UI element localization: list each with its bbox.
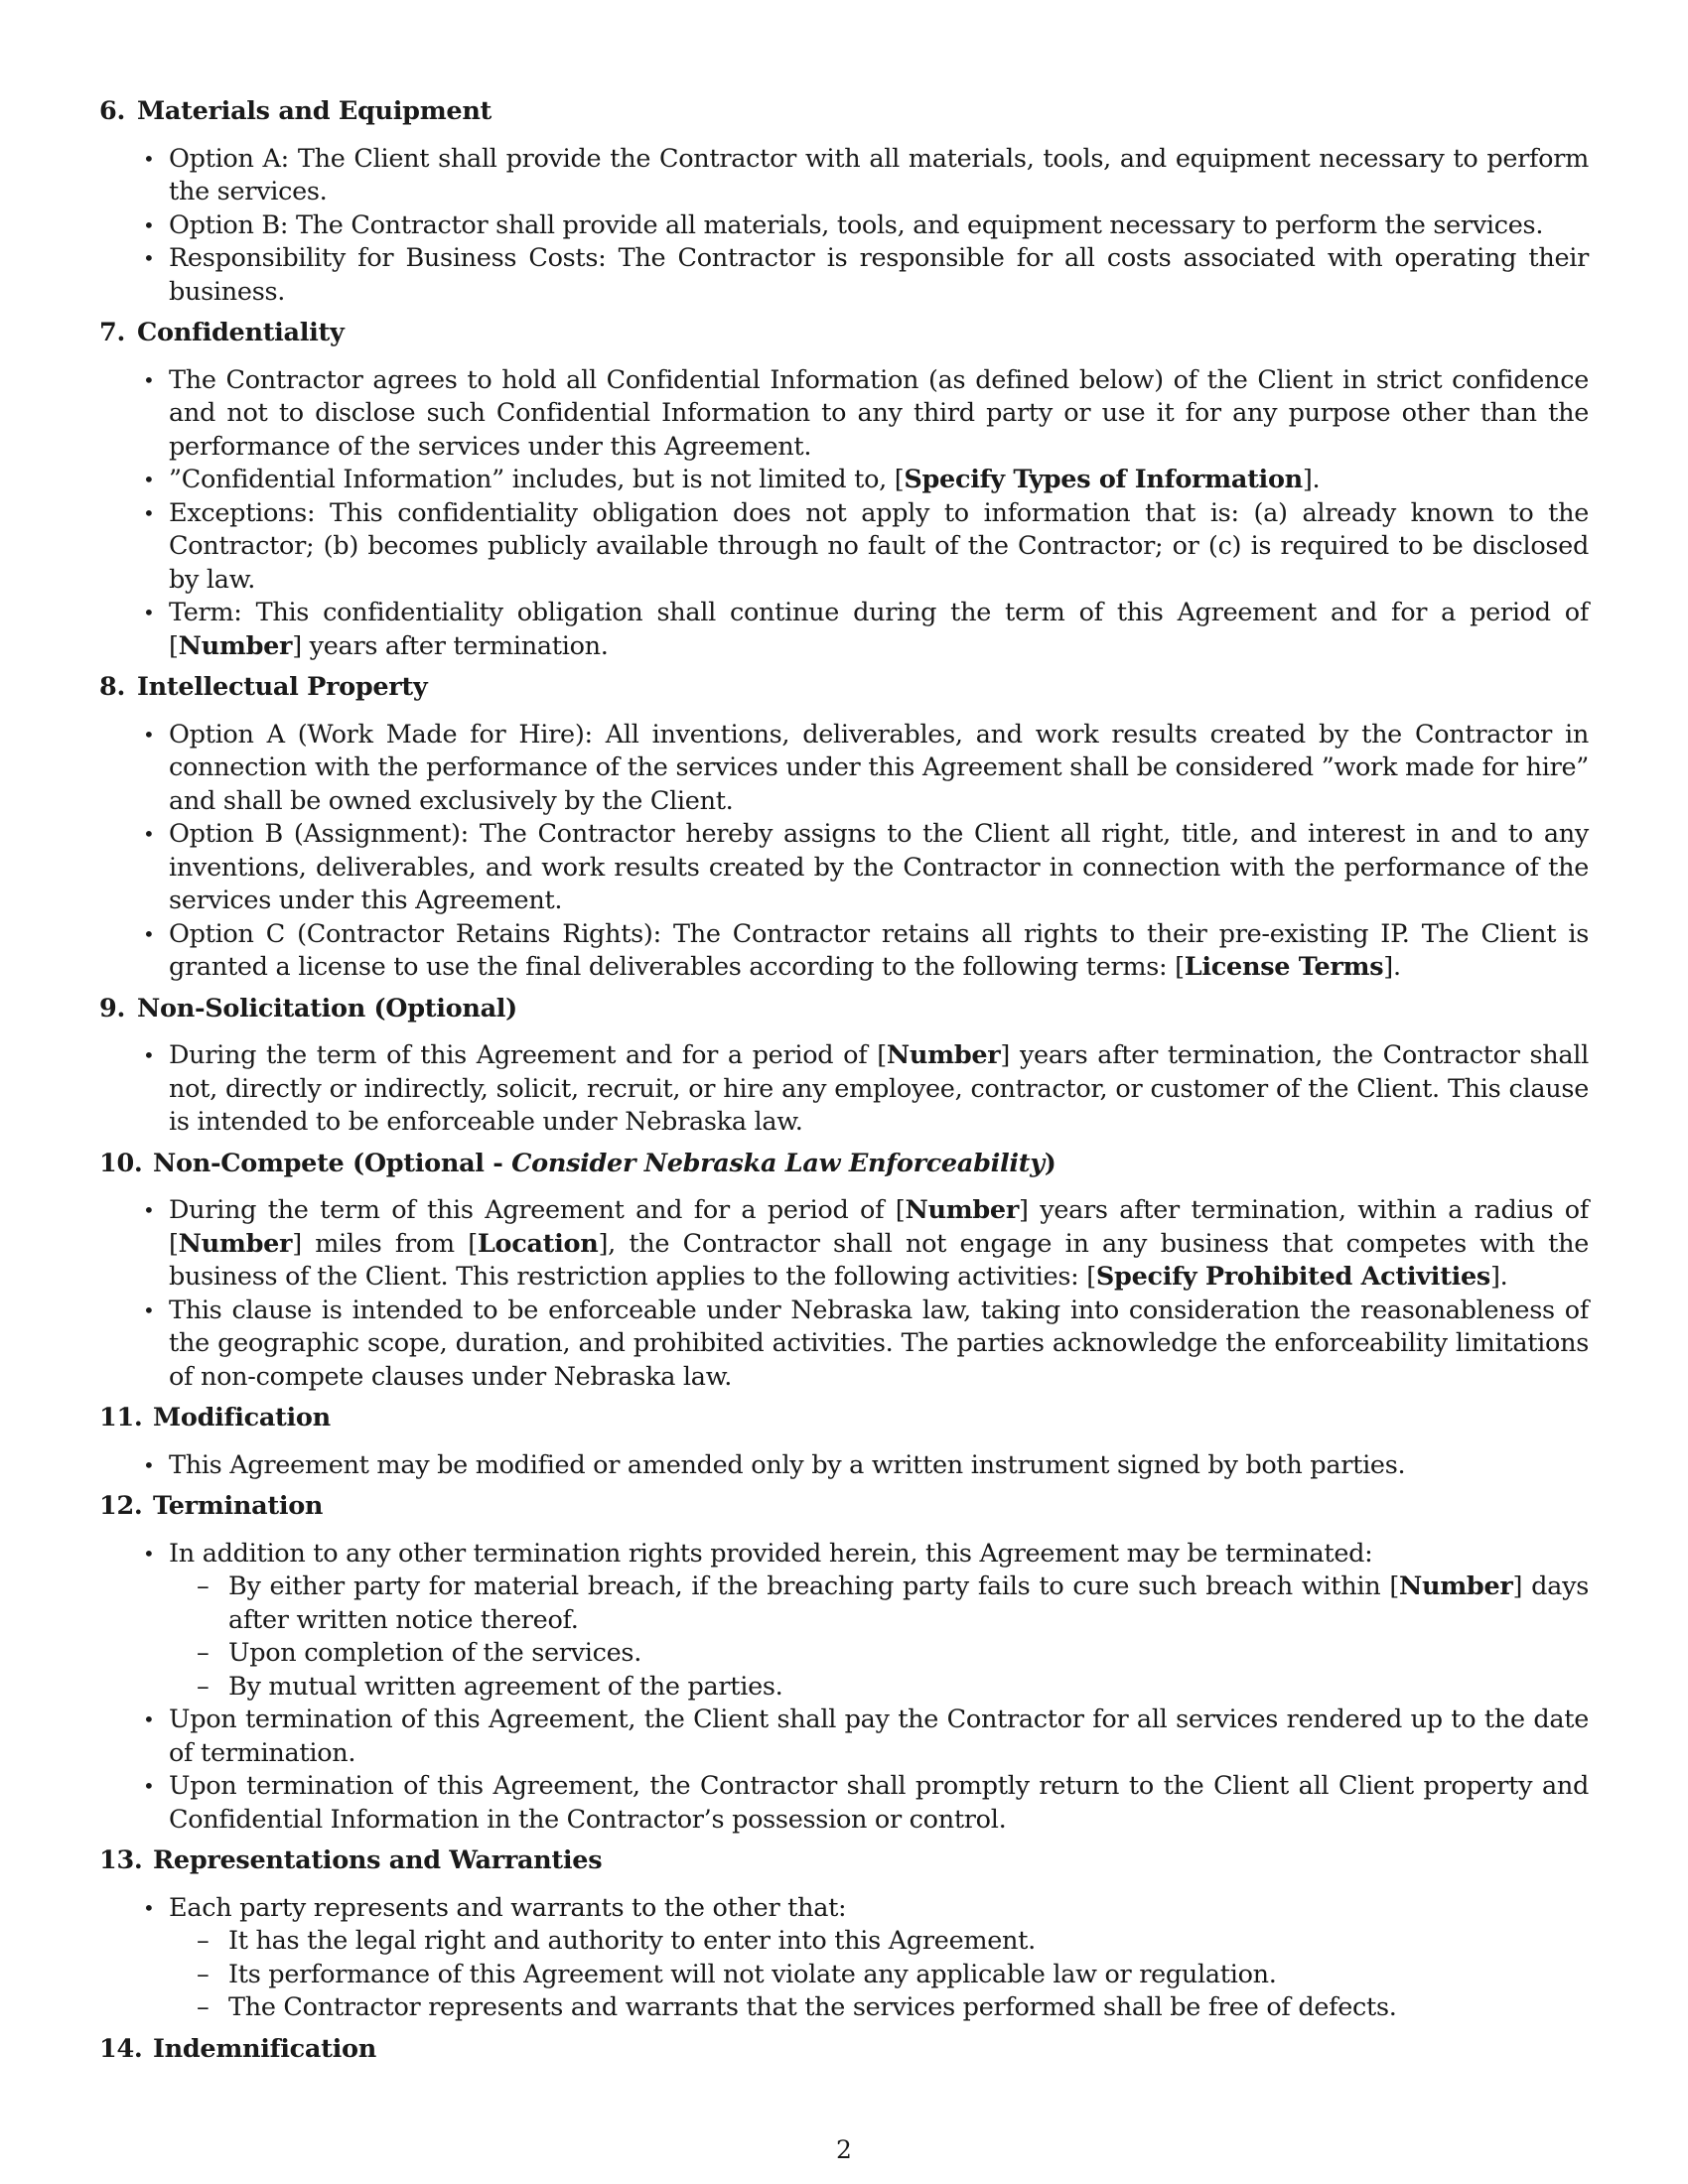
section-heading [99, 993, 1589, 1026]
section-title: Materials and Equipment [137, 96, 492, 126]
dash-icon: – [197, 1992, 210, 2022]
list-item: • In addition to any other termination rights provided herein, this Agreement may be terminated: – By either party for material breach, if the breaching party fails to cure such breach within [Number] days after written notice thereof. – Upon completion of the services. – By mutual written agreement of the parties. [169, 1538, 1589, 1705]
page-number: 2 [836, 2135, 852, 2164]
section-intellectual-property [99, 671, 1589, 985]
section-non-compete [99, 1148, 1589, 1395]
placeholder-field: Number [178, 630, 293, 661]
bullet-icon: • [143, 921, 155, 946]
list-item: • Upon termination of this Agreement, the Client shall pay the Contractor for all services rendered up to the date of termination. [143, 1705, 1589, 1768]
section-title: Intellectual Property [137, 672, 428, 702]
bullet-icon: • [143, 1895, 155, 1920]
sub-list-item: – The Contractor represents and warrants that the services performed shall be free of defects. [228, 1991, 1589, 2025]
sub-list-item: – By mutual written agreement of the parties. [228, 1671, 1589, 1705]
bullet-icon: • [143, 146, 155, 171]
bullet-icon: • [143, 1452, 155, 1477]
placeholder-field: Number [1398, 1571, 1513, 1601]
section-heading [99, 317, 1589, 350]
list-item: • Option A (Work Made for Hire): All inventions, deliverables, and work results created by the Contractor in connection with the performance of the services under this Agreement shall be considered ”work made for hire” and shall be owned exclusively by the Client. [143, 719, 1589, 816]
list-item: • Option A: The Client shall provide the Contractor with all materials, tools, and equipment necessary to perform the services. [143, 143, 1589, 206]
list-item: • Each party represents and warrants to the other that: – It has the legal right and authority to enter into this Agreement. – Its performance of this Agreement will not violate any applicable law or regulation. – The Contractor represents and warrants that the services performed shall be free of defects. [169, 1892, 1589, 2025]
dash-icon: – [197, 1959, 210, 1989]
sub-list-item: – Upon completion of the services. [228, 1637, 1589, 1671]
section-title: Representations and Warranties [153, 1845, 603, 1875]
section-number: 7. [99, 318, 126, 347]
list-item: • Upon termination of this Agreement, the Contractor shall promptly return to the Client all Client property and Confidential Information in the Contractor’s possession or control. [143, 1771, 1589, 1835]
bullet-icon: • [143, 1774, 155, 1798]
list-item: • Option B (Assignment): The Contractor hereby assigns to the Client all right, title, and interest in and to any inventions, deliverables, and work results created by the Contractor in connection with the performance of the services under this Agreement. [143, 819, 1589, 915]
section-number: 13. [99, 1845, 143, 1875]
section-heading [99, 1148, 1589, 1181]
section-heading [99, 95, 1589, 129]
bullet-icon: • [143, 1541, 155, 1566]
bullet-icon: • [143, 1297, 155, 1322]
list-item: • The Contractor agrees to hold all Confidential Information (as defined below) of the Client in strict confidence and not to disclose such Confidential Information to any third party or use it for any purpose other than the performance of the services under this Agreement. [143, 364, 1589, 462]
section-title: Modification [153, 1403, 331, 1433]
section-number: 11. [99, 1403, 143, 1433]
bullet-icon: • [143, 601, 155, 624]
list-item: • Exceptions: This confidentiality obligation does not apply to information that is: (a) already known to the Contractor; (b) becomes publicly available through no fault of the Contractor; or (c) is required to be disclosed by law. [143, 497, 1589, 595]
placeholder-field: Number [905, 1195, 1019, 1225]
bullet-icon: • [143, 500, 155, 525]
dash-icon: – [197, 1638, 210, 1668]
bullet-icon: • [143, 822, 155, 846]
placeholder-field: License Terms [1184, 952, 1384, 982]
placeholder-field: Specify Prohibited Activities [1095, 1262, 1490, 1292]
section-heading [99, 1402, 1589, 1435]
list-item: • Option C (Contractor Retains Rights): The Contractor retains all rights to their pre-existing IP. The Client is granted a license to use the final deliverables according to the following terms: [License Terms]. [143, 918, 1589, 982]
section-indemnification [99, 2033, 1589, 2067]
placeholder-field: Number [178, 1228, 293, 1259]
section-heading [99, 2033, 1589, 2067]
section-title: Termination [153, 1491, 324, 1521]
section-heading [99, 1490, 1589, 1524]
placeholder-field: Specify Types of Information [904, 465, 1303, 494]
section-heading [99, 671, 1589, 705]
section-materials-equipment [99, 95, 1589, 309]
section-number: 8. [99, 672, 126, 702]
section-confidentiality [99, 317, 1589, 663]
dash-icon: – [197, 1926, 210, 1956]
bullet-icon: • [143, 1707, 155, 1731]
section-modification [99, 1402, 1589, 1482]
section-representations-warranties [99, 1844, 1589, 2025]
dash-icon: – [197, 1571, 210, 1601]
section-number: 9. [99, 993, 126, 1024]
bullet-icon: • [143, 1043, 155, 1067]
placeholder-field: Number [886, 1040, 1001, 1070]
list-item: • Option B: The Contractor shall provide all materials, tools, and equipment necessary to perform the services. [169, 209, 1589, 243]
list-item: • During the term of this Agreement and for a period of [Number] years after termination, within a radius of [Number] miles from [Location], the Contractor shall not engage in any business that competes with the business of the Client. This restriction applies to the following activities: [Specify Prohibited Activities]. [143, 1195, 1590, 1292]
bullet-icon: • [143, 246, 155, 270]
section-title: Confidentiality [137, 318, 345, 347]
sub-list-item: – It has the legal right and authority to enter into this Agreement. [228, 1925, 1589, 1959]
list-item: • ”Confidential Information” includes, but is not limited to, [Specify Types of Information]. [169, 464, 1589, 497]
placeholder-field: Location [477, 1228, 599, 1259]
sub-list-item: – Its performance of this Agreement will not violate any applicable law or regulation. [228, 1959, 1589, 1992]
sub-list-item: – By either party for material breach, if the breaching party fails to cure such breach within [Number] days after written notice thereof. [197, 1571, 1589, 1635]
list-item: • This Agreement may be modified or amended only by a written instrument signed by both parties. [169, 1449, 1589, 1483]
bullet-icon: • [143, 722, 155, 747]
document-page [99, 95, 1589, 2080]
list-item: • This clause is intended to be enforceable under Nebraska law, taking into consideration the reasonableness of the geographic scope, duration, and prohibited activities. The parties acknowledge the enforceability limitations of non-compete clauses under Nebraska law. [143, 1295, 1589, 1392]
list-item: • Responsibility for Business Costs: The Contractor is responsible for all costs associated with operating their business. [143, 243, 1589, 307]
section-number: 14. [99, 2033, 143, 2064]
bullet-icon: • [143, 367, 155, 392]
list-item: • Term: This confidentiality obligation shall continue during the term of this Agreement and for a period of [Number] years after termination. [143, 598, 1589, 661]
section-termination [99, 1490, 1589, 1837]
section-title: Non-Compete (Optional - Consider Nebraska Law Enforceability) [153, 1148, 1056, 1178]
section-title: Indemnification [153, 2033, 376, 2064]
dash-icon: – [197, 1671, 210, 1702]
section-heading [99, 1844, 1589, 1878]
section-non-solicitation [99, 993, 1589, 1140]
section-number: 12. [99, 1491, 143, 1521]
section-number: 6. [99, 96, 126, 126]
bullet-icon: • [143, 212, 155, 237]
section-title: Non-Solicitation (Optional) [137, 993, 517, 1024]
list-item: • During the term of this Agreement and for a period of [Number] years after termination, the Contractor shall not, directly or indirectly, solicit, recruit, or hire any employee, contractor, or customer of the Client. This clause is intended to be enforceable under Nebraska law. [143, 1040, 1590, 1137]
bullet-icon: • [143, 1198, 155, 1222]
section-number: 10. [99, 1148, 143, 1178]
bullet-icon: • [143, 468, 155, 491]
